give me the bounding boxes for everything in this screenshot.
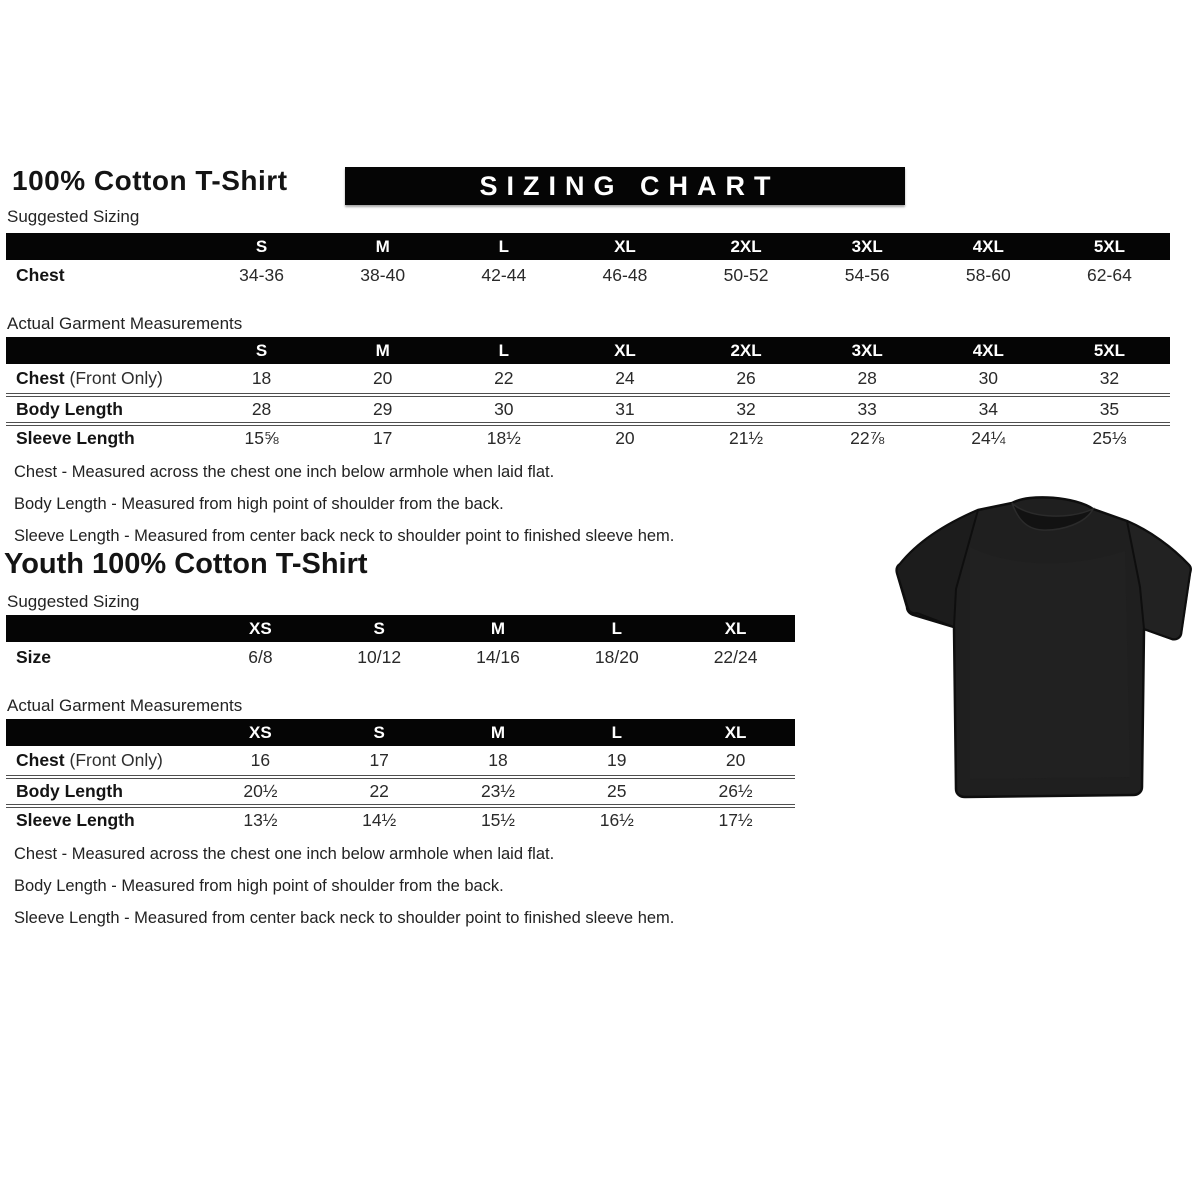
row-label: Sleeve Length (16, 810, 135, 830)
size-column-header: 2XL (730, 340, 762, 360)
size-column-header: 5XL (1093, 340, 1126, 360)
size-column-header: XS (249, 722, 272, 742)
row-label-cell (6, 647, 201, 668)
adult-section-title: 100% Cotton T-Shirt (12, 165, 288, 196)
measurement-value: 16 (250, 750, 271, 770)
measurement-value: 22 (369, 781, 389, 801)
row-label: Chest (16, 368, 65, 388)
youth-measurement-notes (14, 838, 674, 934)
note-sleeve-length: Sleeve Length - Measured from center back neck to shoulder point to finished sleeve hem. (14, 527, 675, 545)
measurement-value: 28 (857, 368, 877, 388)
size-column-header: M (375, 340, 390, 360)
measurement-value: 13½ (243, 810, 278, 830)
measurement-value: 20 (725, 750, 746, 770)
size-column-header: M (490, 618, 506, 638)
note-chest: Chest - Measured across the chest one inch below armhole when laid flat. (14, 845, 555, 863)
measurement-value: 35 (1099, 399, 1120, 419)
adult-measurement-notes (14, 456, 674, 552)
size-column-header: 3XL (851, 340, 883, 360)
row-label-cell (6, 428, 201, 449)
row-label: Sleeve Length (16, 428, 135, 448)
tshirt-graphic (890, 477, 1198, 811)
youth-suggested-sizing-label: Suggested Sizing (7, 592, 140, 611)
measurement-value: 20½ (243, 781, 278, 801)
measurement-value: 54-56 (844, 265, 890, 285)
size-column-header: XL (724, 722, 747, 742)
table-row (6, 364, 1170, 393)
measurement-value: 21½ (729, 428, 764, 448)
tshirt-shading (970, 547, 1130, 779)
sizing-chart-banner-text: SIZING CHART (479, 170, 780, 201)
youth-section-title: Youth 100% Cotton T-Shirt (4, 548, 368, 580)
measurement-value: 18/20 (594, 647, 639, 667)
note-sleeve-length: Sleeve Length - Measured from center back neck to shoulder point to finished sleeve hem. (14, 909, 675, 927)
measurement-value: 17 (372, 428, 393, 448)
size-column-header: 3XL (851, 236, 883, 256)
size-column-header: L (611, 618, 622, 638)
measurement-value: 25⅓ (1092, 428, 1127, 448)
adult-actual-measurements-table (6, 337, 1170, 451)
measurement-value: 15⅝ (244, 428, 279, 448)
table-header-row (6, 615, 795, 642)
row-label-note: (Front Only) (64, 750, 163, 770)
measurement-value: 26½ (718, 781, 753, 801)
youth-actual-measurements-table (6, 719, 795, 833)
measurement-value: 30 (978, 368, 999, 388)
measurement-value: 34-36 (239, 265, 284, 285)
measurement-value: 50-52 (723, 265, 769, 285)
row-label: Chest (16, 265, 65, 285)
measurement-value: 17½ (718, 810, 753, 830)
measurement-value: 28 (251, 399, 272, 419)
measurement-value: 18 (488, 750, 508, 770)
size-column-header: XS (249, 618, 272, 638)
row-label-cell (6, 265, 201, 286)
size-column-header: 5XL (1093, 236, 1126, 256)
measurement-value: 6/8 (248, 647, 273, 667)
measurement-value: 23½ (480, 781, 516, 801)
measurement-value: 62-64 (1087, 265, 1132, 285)
table-row (6, 775, 795, 804)
measurement-value: 24 (615, 368, 635, 388)
size-column-header: S (255, 340, 268, 360)
table-row (6, 393, 1170, 422)
measurement-value: 20 (615, 428, 635, 448)
measurement-value: 10/12 (357, 647, 402, 667)
row-label-note: (Front Only) (64, 368, 163, 388)
black-tshirt-image (890, 477, 1198, 811)
measurement-value: 19 (607, 750, 627, 770)
measurement-value: 14½ (362, 810, 397, 830)
table-header-row (6, 233, 1170, 260)
row-label: Chest (16, 750, 65, 770)
row-label-cell (6, 810, 201, 831)
youth-actual-measurements-label: Actual Garment Measurements (7, 696, 243, 715)
row-label: Size (16, 647, 52, 667)
row-label: Body Length (16, 399, 123, 419)
size-column-header: L (611, 722, 622, 742)
youth-suggested-sizing-table (6, 615, 795, 673)
measurement-value: 18½ (486, 428, 521, 448)
table-row (6, 746, 795, 775)
table-row (6, 804, 795, 833)
measurement-value: 22/24 (713, 647, 758, 667)
measurement-value: 33 (857, 399, 877, 419)
size-column-header: S (373, 618, 385, 638)
size-column-header: M (490, 722, 506, 742)
size-column-header: XL (724, 618, 747, 638)
note-body-length: Body Length - Measured from high point of shoulder from the back. (14, 495, 504, 513)
sizing-chart-banner (345, 167, 905, 205)
row-label-cell (6, 750, 201, 771)
measurement-value: 26 (736, 368, 756, 388)
size-column-header: L (498, 340, 509, 360)
note-body-length: Body Length - Measured from high point of shoulder from the back. (14, 877, 504, 895)
table-row (6, 260, 1170, 291)
size-column-header: 4XL (972, 236, 1004, 256)
measurement-value: 14/16 (476, 647, 520, 667)
measurement-value: 22⅞ (850, 428, 885, 448)
row-label-cell (6, 781, 201, 802)
row-label: Body Length (16, 781, 123, 801)
size-column-header: XL (614, 236, 636, 256)
size-column-header: L (498, 236, 509, 256)
measurement-value: 46-48 (602, 265, 648, 285)
measurement-value: 24¼ (971, 428, 1006, 448)
table-row (6, 642, 795, 673)
measurement-value: 17 (369, 750, 389, 770)
row-label-cell (6, 399, 201, 420)
measurement-value: 29 (372, 399, 393, 419)
measurement-value: 30 (494, 399, 514, 419)
adult-suggested-sizing-table (6, 233, 1170, 291)
row-label-cell (6, 368, 201, 389)
measurement-value: 18 (251, 368, 272, 388)
measurement-value: 58-60 (965, 265, 1011, 285)
measurement-value: 15½ (480, 810, 516, 830)
table-row (6, 422, 1170, 451)
size-column-header: 2XL (730, 236, 762, 256)
adult-actual-measurements-label: Actual Garment Measurements (7, 314, 243, 333)
size-column-header: 4XL (972, 340, 1004, 360)
measurement-value: 16½ (599, 810, 634, 830)
measurement-value: 22 (494, 368, 514, 388)
measurement-value: 38-40 (360, 265, 406, 285)
measurement-value: 31 (615, 399, 635, 419)
size-column-header: XL (614, 340, 636, 360)
measurement-value: 42-44 (481, 265, 527, 285)
measurement-value: 34 (978, 399, 999, 419)
measurement-value: 25 (607, 781, 627, 801)
size-column-header: S (255, 236, 268, 256)
table-header-row (6, 719, 795, 746)
note-chest: Chest - Measured across the chest one inch below armhole when laid flat. (14, 463, 555, 481)
adult-suggested-sizing-label: Suggested Sizing (7, 207, 140, 226)
measurement-value: 32 (736, 399, 756, 419)
size-column-header: S (373, 722, 385, 742)
table-header-row (6, 337, 1170, 364)
measurement-value: 32 (1099, 368, 1120, 388)
size-column-header: M (375, 236, 390, 256)
measurement-value: 20 (372, 368, 393, 388)
